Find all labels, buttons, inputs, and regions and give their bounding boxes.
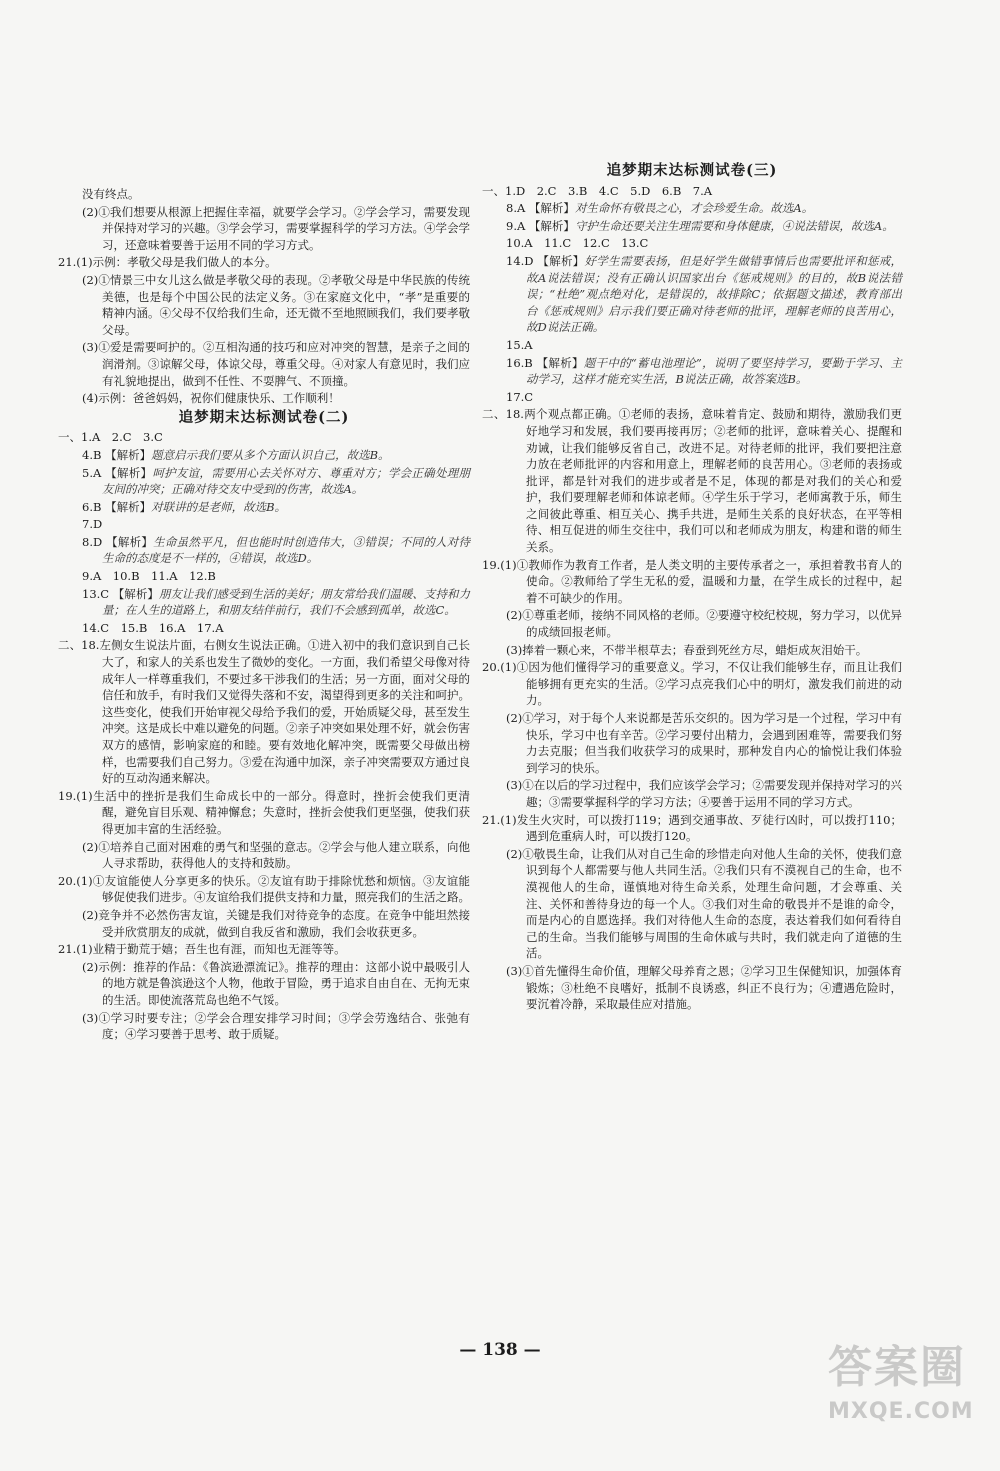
answer-item: [482, 710, 902, 776]
answer-explanation: 守护生命还要关注生理需要和身体健康，④说法错误，故选A。: [574, 218, 894, 233]
answer-item: [58, 204, 470, 254]
answer-item: [58, 465, 470, 498]
answer-text: 10.A 11.C 12.C 13.C: [506, 236, 649, 251]
answer-text: 13.C 【解析】: [82, 586, 159, 601]
answer-text: 19.(1)①教师作为教育工作者，是人类文明的主要传承者之一，承担着教书育人的使命。②教师给了学生无私的爱，温暖和力量，在学生成长的过程中，起着不可缺少的作用。: [482, 557, 902, 605]
answer-text: (3)捧着一颗心来，不带半根草去；春蚕到死丝方尽，蜡炬成灰泪始干。: [506, 642, 868, 657]
answer-text: 14.D 【解析】: [506, 253, 585, 268]
answer-explanation: 题干中的“蓄电池理论”，说明了要坚持学习，要勤于学习、主动学习，这样才能充实生活，B说法正确，故答案选B。: [526, 355, 902, 387]
answer-item: [482, 355, 902, 388]
answer-explanation: 好学生需要表扬，但是好学生做错事情后也需要批评和惩戒，故A说法错误；没有正确认识国家出台《惩戒规则》的目的，故B说法错误；“杜绝”观点绝对化，是错误的，故排除C；依据题文描述，教育部出台《惩戒规则》启示我们要正确对待老师的批评，理解老师的良苦用心，故D说法正确。: [526, 253, 902, 335]
watermark-logo: [828, 1331, 978, 1451]
answer-text: (2)①情景三中女儿这么做是孝敬父母的表现。②孝敬父母是中华民族的传统美德，也是每个中国公民的法定义务。③在家庭文化中，“孝”是重要的精神内涵。④父母不仅给我们生命，还无微不至地照顾我们，我们要孝敬父母。: [82, 272, 470, 337]
answer-text: (3)①首先懂得生命价值，理解父母养育之恩；②学习卫生保健知识，加强体育锻炼；③杜绝不良嗜好，抵制不良诱惑，纠正不良行为；④遭遇危险时，要沉着冷静，采取最佳应对措施。: [506, 963, 902, 1012]
answer-item: [58, 586, 470, 619]
answer-explanation: 生命虽然平凡，但也能时时创造伟大，③错误；不同的人对待生命的态度是不一样的，④错误，故选D。: [102, 534, 470, 566]
answer-text: (2)竞争并不必然伤害友谊，关键是我们对待竞争的态度。在竞争中能坦然接受并欣赏朋友的成就，做到自我反省和激励，我们会收获更多。: [82, 907, 470, 939]
answer-item: [482, 777, 902, 810]
answer-explanation: 对生命怀有敬畏之心，才会珍爱生命。故选A。: [574, 201, 814, 216]
answer-text: 9.A 【解析】: [506, 218, 575, 233]
answer-text: (4)示例：爸爸妈妈，祝你们健康快乐、工作顺利！: [82, 391, 340, 406]
answer-text: (2)示例：推荐的作品：《鲁滨逊漂流记》。推荐的理由：这部小说中最吸引人的地方就是鲁滨逊这个人物，他敢于冒险，勇于追求自由自在、无拘无束的生活。即使流落荒岛也绝不气馁。: [82, 959, 470, 1007]
answer-text: 7.D: [82, 517, 103, 532]
answer-item: [482, 235, 902, 252]
answer-text: 一、1.D 2.C 3.B 4.C 5.D 6.B 7.A: [482, 183, 713, 198]
answer-item: [58, 429, 470, 446]
watermark-url-text: MXQE.COM: [828, 1399, 974, 1424]
watermark-logo-text: 答案圈: [828, 1342, 966, 1393]
answer-text: 二、18.两个观点都正确。①老师的表扬，意味着肯定、鼓励和期待，激励我们更好地学习和发展，我们要再接再厉；②老师的批评，意味着关心、提醒和劝诫，让我们能够反省自己，改进不足。对待老师的批评，我们要把注意力放在老师批评的内容和用意上，理解老师的良苦用心。③老师的表扬或批评，都是针对我们的进步或者是不足，体现的都是对我们的关心和爱护，我们要理解老师和体谅老师。④学生乐于学习，老师寓教于乐，师生之间彼此尊重、相互关心、携手共进，是师生关系的良好状态，在平等相待、相互促进的师生交往中，我们可以和老师成为朋友，构建和谐的师生关系。: [482, 407, 902, 555]
answer-item: [58, 941, 470, 958]
answer-item: [482, 253, 902, 336]
answer-text: (3)①在以后的学习过程中，我们应该学会学习；②需要发现并保持对学习的兴趣；③需要掌握科学的学习方法；④要善于运用不同的学习方式。: [506, 778, 902, 809]
answer-text: 15.A: [506, 337, 533, 352]
answer-text: 5.A 【解析】: [82, 465, 153, 480]
answer-text: 9.A 10.B 11.A 12.B: [82, 569, 216, 584]
answer-explanation: 题意启示我们要从多个方面认识自己，故选B。: [151, 447, 390, 462]
answer-item: [58, 516, 470, 533]
answer-text: 没有终点。: [82, 187, 140, 201]
answer-explanation: 呵护友谊，需要用心去关怀对方、尊重对方；学会正确处理朋友间的冲突；正确对待交友中受到的伤害，故选A。: [102, 465, 471, 497]
answer-item: [482, 846, 902, 962]
answer-item: [482, 406, 902, 555]
answer-item: [58, 959, 470, 1009]
answer-item: [482, 218, 902, 235]
answer-item: [58, 447, 470, 464]
answer-item: [58, 390, 470, 407]
answer-item: [58, 499, 470, 516]
answer-text: 16.B 【解析】: [506, 355, 584, 370]
answer-text: 17.C: [506, 389, 534, 404]
right-answer-column: [482, 160, 902, 1014]
left-answer-column: [58, 186, 470, 1044]
answer-item: [58, 907, 470, 940]
section-heading: 追梦期末达标测试卷(三): [606, 162, 778, 179]
answer-text: (2)①培养自己面对困难的勇气和坚强的意志。②学会与他人建立联系，向他人寻求帮助，获得他人的支持和鼓励。: [82, 839, 470, 871]
answer-item: [58, 873, 470, 906]
answer-item: [58, 788, 470, 838]
answer-text: 一、1.A 2.C 3.C: [58, 430, 163, 445]
answer-item: [58, 568, 470, 585]
answer-item: [482, 963, 902, 1013]
answer-text: (3)①学习时要专注；②学会合理安排学习时间；③学会劳逸结合、张弛有度；④学习要善于思考、敢于质疑。: [82, 1010, 470, 1042]
answer-text: 19.(1)生活中的挫折是我们生命成长中的一部分。得意时，挫折会使我们更清醒，避免盲目乐观、精神懈怠；失意时，挫折会使我们更坚强，使我们获得更加丰富的生活经验。: [58, 788, 470, 836]
answer-item: [482, 389, 902, 406]
answer-item: [58, 186, 470, 203]
answer-item: [482, 200, 902, 217]
section-heading: 追梦期末达标测试卷(二): [178, 408, 350, 426]
answer-text: 21.(1)示例：孝敬父母是我们做人的本分。: [58, 255, 277, 270]
answer-text: (3)①爱是需要呵护的。②互相沟通的技巧和应对冲突的智慧，是亲子之间的润滑剂。③谅解父母，体谅父母，尊重父母。④对家人有意见时，我们应有礼貌地提出，做到不任性、不耍脾气、不顶撞。: [82, 340, 470, 388]
answer-text: 21.(1)业精于勤荒于嬉；吾生也有涯，而知也无涯等等。: [58, 942, 346, 957]
answer-text: 6.B 【解析】: [82, 499, 152, 514]
answer-item: [482, 557, 902, 607]
answer-text: 8.D 【解析】: [82, 534, 154, 549]
answer-text: 4.B 【解析】: [82, 447, 152, 462]
answer-item: [482, 812, 902, 845]
answer-item: [58, 534, 470, 567]
answer-item: [482, 607, 902, 640]
answer-text: (2)①学习，对于每个人来说都是苦乐交织的。因为学习是一个过程，学习中有快乐，学习中也有辛苦。②学习要付出精力，会遇到困难等，需要我们努力去克服；但当我们收获学习的成果时，那种发自内心的愉悦让我们体验到学习的快乐。: [506, 711, 902, 775]
answer-item: [58, 1010, 470, 1043]
answer-item: [58, 637, 470, 786]
answer-text: (2)①尊重老师，接纳不同风格的老师。②要遵守校纪校规，努力学习，以优异的成绩回报老师。: [506, 608, 902, 640]
answer-item: [482, 642, 902, 659]
answer-item: [482, 183, 902, 200]
answer-explanation: 朋友让我们感受到生活的美好；朋友常给我们温暖、支持和力量；在人生的道路上，和朋友结伴前行，我们不会感到孤单，故选C。: [102, 586, 471, 618]
answer-text: 20.(1)①友谊能使人分享更多的快乐。②友谊有助于排除忧愁和烦恼。③友谊能够促使我们进步。④友谊给我们提供支持和力量，照亮我们的生活之路。: [58, 873, 470, 905]
answer-item: [58, 620, 470, 637]
answer-text: 20.(1)①因为他们懂得学习的重要意义。学习，不仅让我们能够生存，而且让我们能够拥有更充实的生活。②学习点亮我们心中的明灯，激发我们前进的动力。: [482, 660, 902, 708]
page-number: — 138 —: [459, 1340, 541, 1360]
answer-text: 二、18.左侧女生说法片面，右侧女生说法正确。①进入初中的我们意识到自己长大了，和家人的关系也发生了微妙的变化。一方面，我们希望父母像对待成年人一样尊重我们，不要过多干涉我们的生活；另一方面，面对父母的信任和放手，有时我们又觉得失落和不安，渴望得到更多的关注和呵护。这些变化，使我们开始审视父母给予我们的爱，开始质疑父母，甚至发生冲突。这是成长中难以避免的问题。②亲子冲突如果处理不好，就会伤害双方的感情，影响家庭的和睦。要有效地化解冲突，既需要父母做出榜样，也需要我们自己努力。③爱在沟通中加深，亲子冲突需要双方通过良好的互动沟通来解决。: [58, 638, 470, 786]
answer-text: 14.C 15.B 16.A 17.A: [82, 620, 224, 635]
answer-text: (2)①敬畏生命，让我们从对自己生命的珍惜走向对他人生命的关怀，使我们意识到每个人都需要与他人共同生活。②我们只有不漠视自己的生命，也不漠视他人的生命，谨慎地对待生命关系，处理生命问题，才会尊重、关注、关怀和善待身边的每一个人。③我们对生命的敬畏并不是谁的命令，而是内心的自愿选择。我们对待他人生命的态度，表达着我们如何看待自己的生命。当我们能够与周围的生命休戚与共时，我们就走向了道德的生活。: [506, 846, 902, 961]
answer-item: [482, 659, 902, 709]
answer-item: [482, 337, 902, 354]
answer-item: [58, 839, 470, 872]
answer-item: [58, 339, 470, 389]
answer-item: [58, 272, 470, 338]
answer-text: 21.(1)发生火灾时，可以拨打119；遇到交通事故、歹徒行凶时，可以拨打110；遇到危重病人时，可以拨打120。: [482, 812, 902, 844]
answer-text: 8.A 【解析】: [506, 201, 575, 216]
answer-item: [58, 254, 470, 271]
answer-explanation: 对联讲的是老师，故选B。: [151, 499, 287, 514]
answer-text: (2)①我们想要从根源上把握住幸福，就要学会学习。②学会学习，需要发现并保持对学习的兴趣。③学会学习，需要掌握科学的学习方法。④学会学习，还意味着要善于运用不同的学习方式。: [82, 204, 470, 252]
